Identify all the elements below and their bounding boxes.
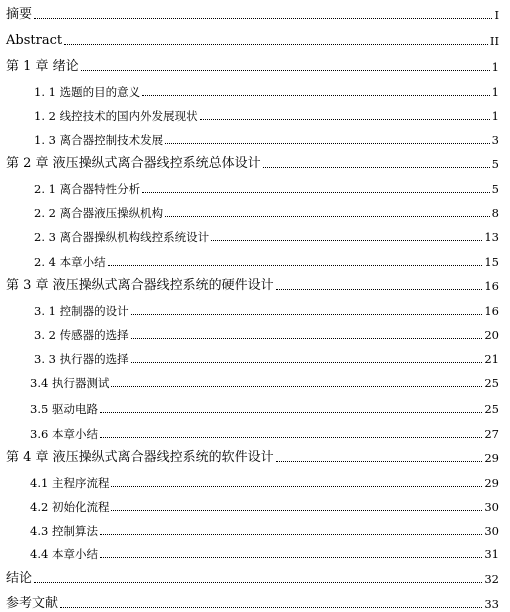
dot-leader [108, 265, 483, 266]
toc-entry-title: 3. 3 执行器的选择 [34, 352, 129, 366]
toc-entry-title: 2. 2 离合器液压操纵机构 [34, 206, 164, 220]
toc-entry-title: 第 2 章 液压操纵式离合器线控系统总体设计 [6, 156, 261, 171]
dot-leader [165, 143, 490, 144]
toc-entry-title: 第 3 章 液压操纵式离合器线控系统的硬件设计 [6, 278, 274, 293]
toc-entry-title: 3. 2 传感器的选择 [34, 328, 129, 342]
toc-entry-section-3-1[interactable] [0, 299, 499, 319]
dot-leader [111, 486, 482, 487]
toc-entry-page: 33 [484, 597, 499, 611]
dot-leader [111, 510, 482, 511]
toc-entry-page: 32 [484, 572, 499, 586]
toc-entry-page: 1 [491, 60, 499, 74]
toc-entry-page: 31 [484, 547, 499, 561]
toc-entry-title: 3. 1 控制器的设计 [34, 304, 129, 318]
toc-entry-page: 21 [484, 352, 499, 366]
toc-entry-section-3-5[interactable] [0, 397, 499, 417]
toc-entry-page: 29 [484, 451, 499, 465]
toc-entry-page: 5 [491, 157, 499, 171]
toc-entry-page: 20 [484, 328, 499, 342]
dot-leader [100, 557, 482, 558]
toc-entry-chapter-1[interactable] [0, 55, 499, 75]
toc-entry-section-2-3[interactable] [0, 225, 499, 245]
toc-entry-section-2-4[interactable] [0, 250, 499, 270]
toc-entry-title: 2. 1 离合器特性分析 [34, 182, 141, 196]
dot-leader [165, 216, 490, 217]
dot-leader [131, 362, 483, 363]
toc-entry-page: I [494, 8, 499, 22]
toc-entry-abstract-en[interactable] [0, 29, 499, 49]
dot-leader [100, 437, 482, 438]
toc-entry-title: 1. 1 选题的目的意义 [34, 85, 141, 99]
toc-entry-section-3-4[interactable] [0, 371, 499, 391]
toc-entry-section-1-1[interactable] [0, 80, 499, 100]
toc-entry-title: 3.4 执行器测试 [30, 376, 110, 390]
dot-leader [34, 18, 492, 19]
dot-leader [142, 95, 490, 96]
toc-entry-section-1-2[interactable] [0, 104, 499, 124]
toc-entry-section-1-3[interactable] [0, 128, 499, 148]
toc-entry-title: 第 1 章 绪论 [6, 59, 79, 74]
toc-entry-section-3-6[interactable] [0, 422, 499, 442]
dot-leader [60, 607, 482, 608]
toc-entry-title: Abstract [6, 33, 63, 48]
toc-entry-title: 3.5 驱动电路 [30, 402, 98, 416]
dot-leader [100, 412, 482, 413]
dot-leader [100, 534, 482, 535]
dot-leader [34, 582, 482, 583]
toc-entry-section-2-1[interactable] [0, 177, 499, 197]
toc-entry-title: 4.2 初始化流程 [30, 500, 110, 514]
dot-leader [81, 70, 490, 71]
toc-entry-chapter-4[interactable] [0, 446, 499, 466]
toc-entry-section-4-2[interactable] [0, 495, 499, 515]
toc-entry-section-3-3[interactable] [0, 347, 499, 367]
toc-entry-references[interactable] [0, 592, 499, 612]
dot-leader [64, 44, 488, 45]
toc-entry-title: 4.4 本章小结 [30, 547, 98, 561]
toc-entry-section-4-1[interactable] [0, 471, 499, 491]
toc-entry-page: 1 [491, 109, 499, 123]
toc-entry-page: 8 [491, 206, 499, 220]
toc-entry-page: 13 [484, 230, 499, 244]
toc-entry-title: 结论 [6, 571, 33, 586]
toc-entry-chapter-3[interactable] [0, 274, 499, 294]
toc-entry-page: 3 [491, 133, 499, 147]
toc-entry-title: 4.1 主程序流程 [30, 476, 110, 490]
toc-entry-title: 第 4 章 液压操纵式离合器线控系统的软件设计 [6, 450, 274, 465]
toc-entry-page: 27 [484, 427, 499, 441]
toc-entry-title: 2. 3 离合器操纵机构线控系统设计 [34, 230, 210, 244]
toc-entry-title: 参考文献 [6, 596, 59, 611]
toc-entry-page: 5 [491, 182, 499, 196]
toc-entry-title: 摘要 [6, 7, 33, 22]
dot-leader [131, 338, 483, 339]
toc-entry-page: 25 [484, 402, 499, 416]
toc-entry-section-4-3[interactable] [0, 519, 499, 539]
toc-entry-conclusion[interactable] [0, 567, 499, 587]
toc-entry-title: 1. 3 离合器控制技术发展 [34, 133, 164, 147]
toc-entry-page: 16 [484, 279, 499, 293]
toc-entry-chapter-2[interactable] [0, 152, 499, 172]
toc-entry-page: 30 [484, 500, 499, 514]
dot-leader [263, 167, 490, 168]
dot-leader [200, 119, 490, 120]
toc-entry-title: 4.3 控制算法 [30, 524, 98, 538]
toc-entry-page: 30 [484, 524, 499, 538]
toc-entry-page: 29 [484, 476, 499, 490]
toc-entry-page: II [489, 34, 499, 48]
dot-leader [211, 240, 482, 241]
dot-leader [131, 314, 483, 315]
dot-leader [276, 461, 483, 462]
toc-entry-section-3-2[interactable] [0, 323, 499, 343]
toc-entry-page: 1 [491, 85, 499, 99]
toc-entry-page: 16 [484, 304, 499, 318]
dot-leader [142, 192, 490, 193]
toc-entry-section-2-2[interactable] [0, 201, 499, 221]
toc-entry-title: 2. 4 本章小结 [34, 255, 106, 269]
toc-entry-page: 15 [484, 255, 499, 269]
toc-entry-page: 25 [484, 376, 499, 390]
dot-leader [111, 386, 482, 387]
dot-leader [276, 289, 483, 290]
toc-entry-title: 3.6 本章小结 [30, 427, 98, 441]
toc-entry-abstract-cn[interactable] [0, 3, 499, 23]
toc-entry-title: 1. 2 线控技术的国内外发展现状 [34, 109, 198, 123]
toc-entry-section-4-4[interactable] [0, 542, 499, 562]
